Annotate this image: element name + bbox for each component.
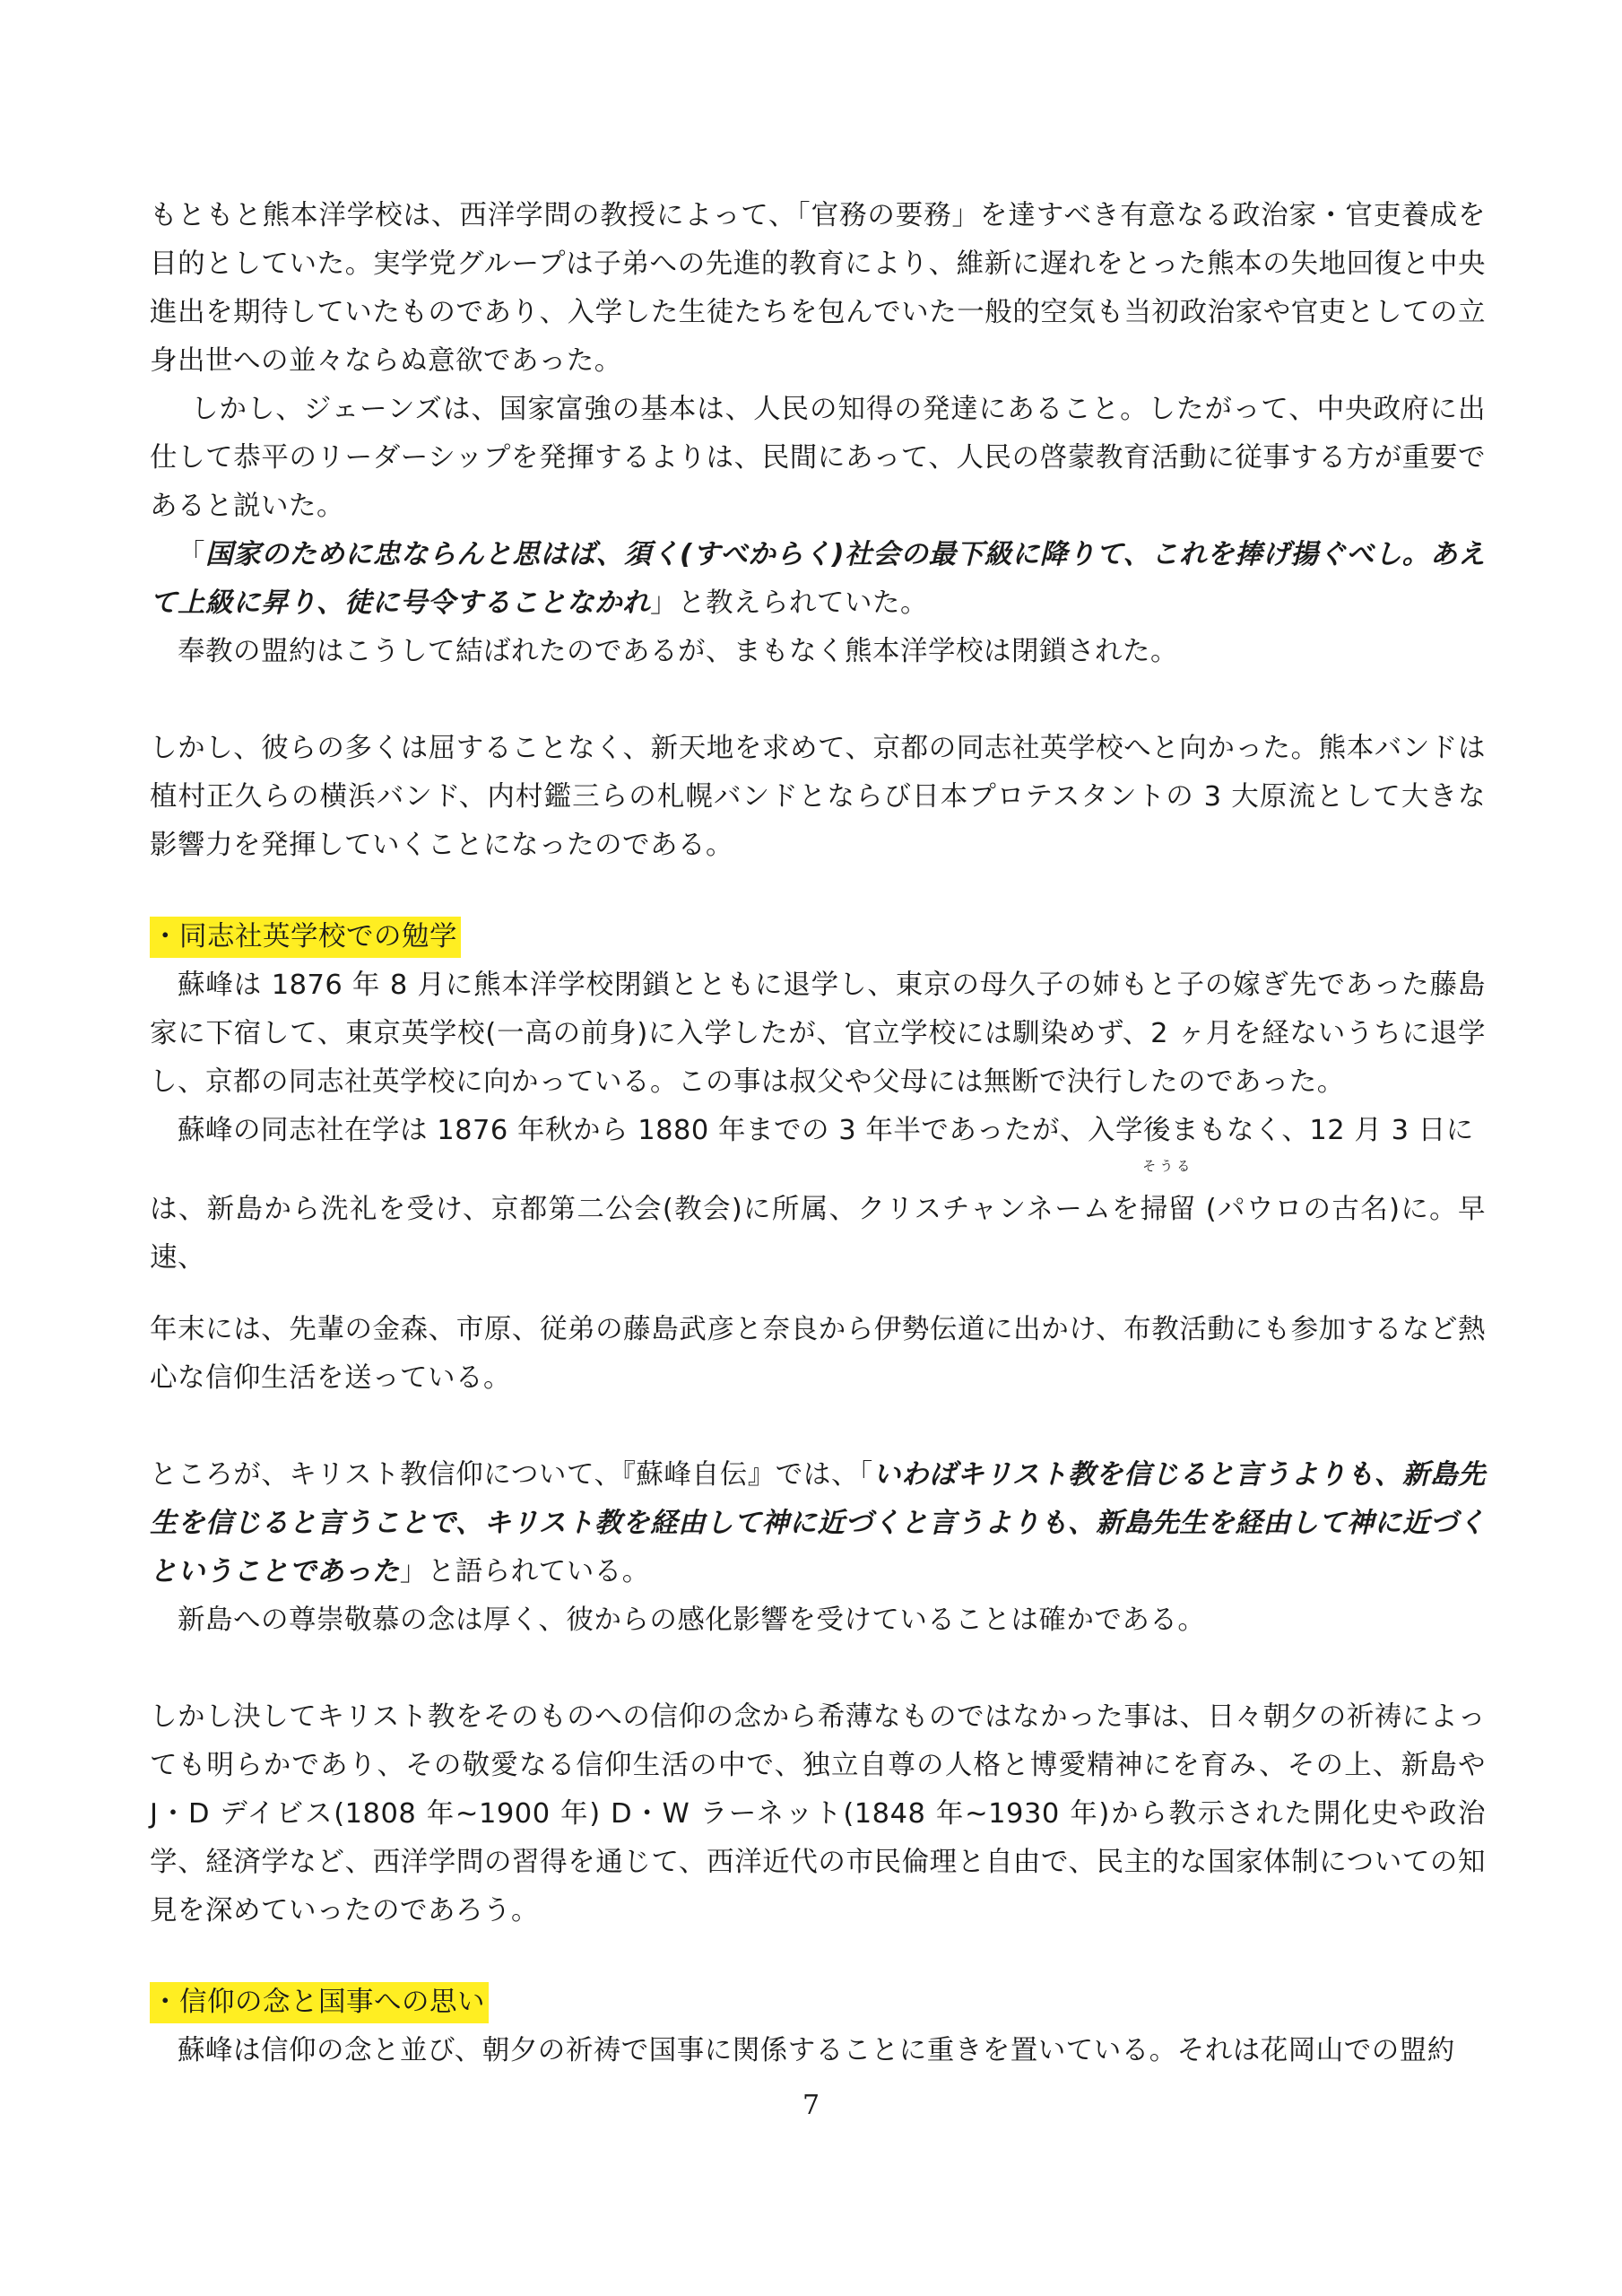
paragraph: 蘇峰は 1876 年 8 月に熊本洋学校閉鎖とともに退学し、東京の母久子の姉もと子の嫁ぎ先であった藤島家に下宿して、東京英学校(一高の前身)に入学したが、官立学校には馴染めず、2 ヶ月を経ないうちに退学し、京都の同志社英学校に向かっている。この事は叔父や父母には無断で決行したのであった。 [150, 970, 1486, 1098]
text-run: (パウロの古名)に。早速、 [150, 1194, 1486, 1274]
paragraph [150, 1451, 1486, 1596]
paragraph: しかし、彼らの多くは屈することなく、新天地を求めて、京都の同志社英学校へと向かった。熊本バンドは植村正久らの横浜バンド、内村鑑三らの札幌バンドとならび日本プロテスタントの 3 大原流として大きな影響力を発揮していくことになったのである。 [150, 733, 1486, 861]
spacer [150, 1645, 1486, 1693]
paragraph: 蘇峰の同志社在学は 1876 年秋から 1880 年までの 3 年半であったが、入学後まもなく、12 月 3 日に [178, 1115, 1474, 1146]
paragraph: 新島への尊崇敬慕の念は厚く、彼からの感化影響を受けていることは確かである。 [178, 1605, 1206, 1636]
text-run: は、新島から洗礼を受け、京都第二公会(教会)に所属、クリスチャンネームを [150, 1194, 1141, 1225]
paragraph [150, 1158, 1486, 1283]
paragraph: もともと熊本洋学校は、西洋学問の教授によって、「官務の要務」を達すべき有意なる政治家・官吏養成を目的としていた。実学党グループは子弟への先進的教育により、維新に遅れをとった熊本の失地回復と中央進出を期待していたものであり、入学した生徒たちを包んでいた一般的空気も当初政治家や官吏としての立身出世への並々ならぬ意欲であった。 [150, 200, 1486, 377]
spacer [150, 1935, 1486, 1979]
document-body [150, 192, 1486, 2075]
section-heading-text: ・信仰の念と国事への思い [150, 1982, 489, 2023]
section-heading [150, 913, 1486, 961]
spacer [150, 1403, 1486, 1451]
ruby-word [1140, 1158, 1196, 1234]
page-number: 7 [802, 2090, 820, 2121]
ruby-reading: そうる [1142, 1158, 1194, 1174]
quote-close: 」と教えられていた。 [650, 587, 928, 619]
spacer [150, 676, 1486, 725]
spacer [150, 870, 1486, 913]
text-run: 」と語られている。 [399, 1556, 650, 1587]
ruby-base: 掃留 [1140, 1194, 1196, 1225]
quote-emphasis: 国家のために忠ならんと思はば、須く(すべからく)社会の最下級に降りて、これを捧げ揚ぐべし。あえて上級に昇り、徒に号令することなかれ [150, 539, 1487, 619]
paragraph: 蘇峰は信仰の念と並び、朝夕の祈祷で国事に関係することに重きを置いている。それは花岡山での盟約 [178, 2035, 1455, 2066]
paragraph: 年末には、先輩の金森、市原、従弟の藤島武彦と奈良から伊勢伝道に出かけ、布教活動にも参加するなど熱心な信仰生活を送っている。 [150, 1314, 1486, 1394]
quote-emphasis: いわばキリスト教を信じると言うよりも、新島先生を信じると言うことで、キリスト教を経由して神に近づくと言うよりも、新島先生を経由して神に近づくということであった [150, 1459, 1487, 1587]
paragraph: しかし、ジェーンズは、国家富強の基本は、人民の知得の発達にあること。したがって、中央政府に出仕して恭平のリーダーシップを発揮するよりは、民間にあって、人民の啓蒙教育活動に従事する方が重要であると説いた。 [150, 394, 1486, 522]
text-run: ところが、キリスト教信仰について、『蘇峰自伝』では、「 [150, 1459, 873, 1491]
section-heading-text: ・同志社英学校での勉学 [150, 917, 461, 958]
quote-open: 「 [178, 539, 206, 570]
paragraph: 奉教の盟約はこうして結ばれたのであるが、まもなく熊本洋学校は閉鎖された。 [178, 636, 1178, 667]
section-heading [150, 1979, 1486, 2027]
paragraph: しかし決してキリスト教をそのものへの信仰の念から希薄なものではなかった事は、日々朝夕の祈祷によっても明らかであり、その敬愛なる信仰生活の中で、独立自尊の人格と博愛精神にを育み、その上、新島や J・D デイビス(1808 年~1900 年) D・W ラーネット(1848 年~1930 年)から教示された開化史や政治学、経済学など、西洋学問の習得を通じて、西洋近代の市民倫理と自由で、民主的な国家体制についての知見を深めていったのであろう。 [150, 1701, 1486, 1926]
quote-paragraph [150, 531, 1486, 628]
